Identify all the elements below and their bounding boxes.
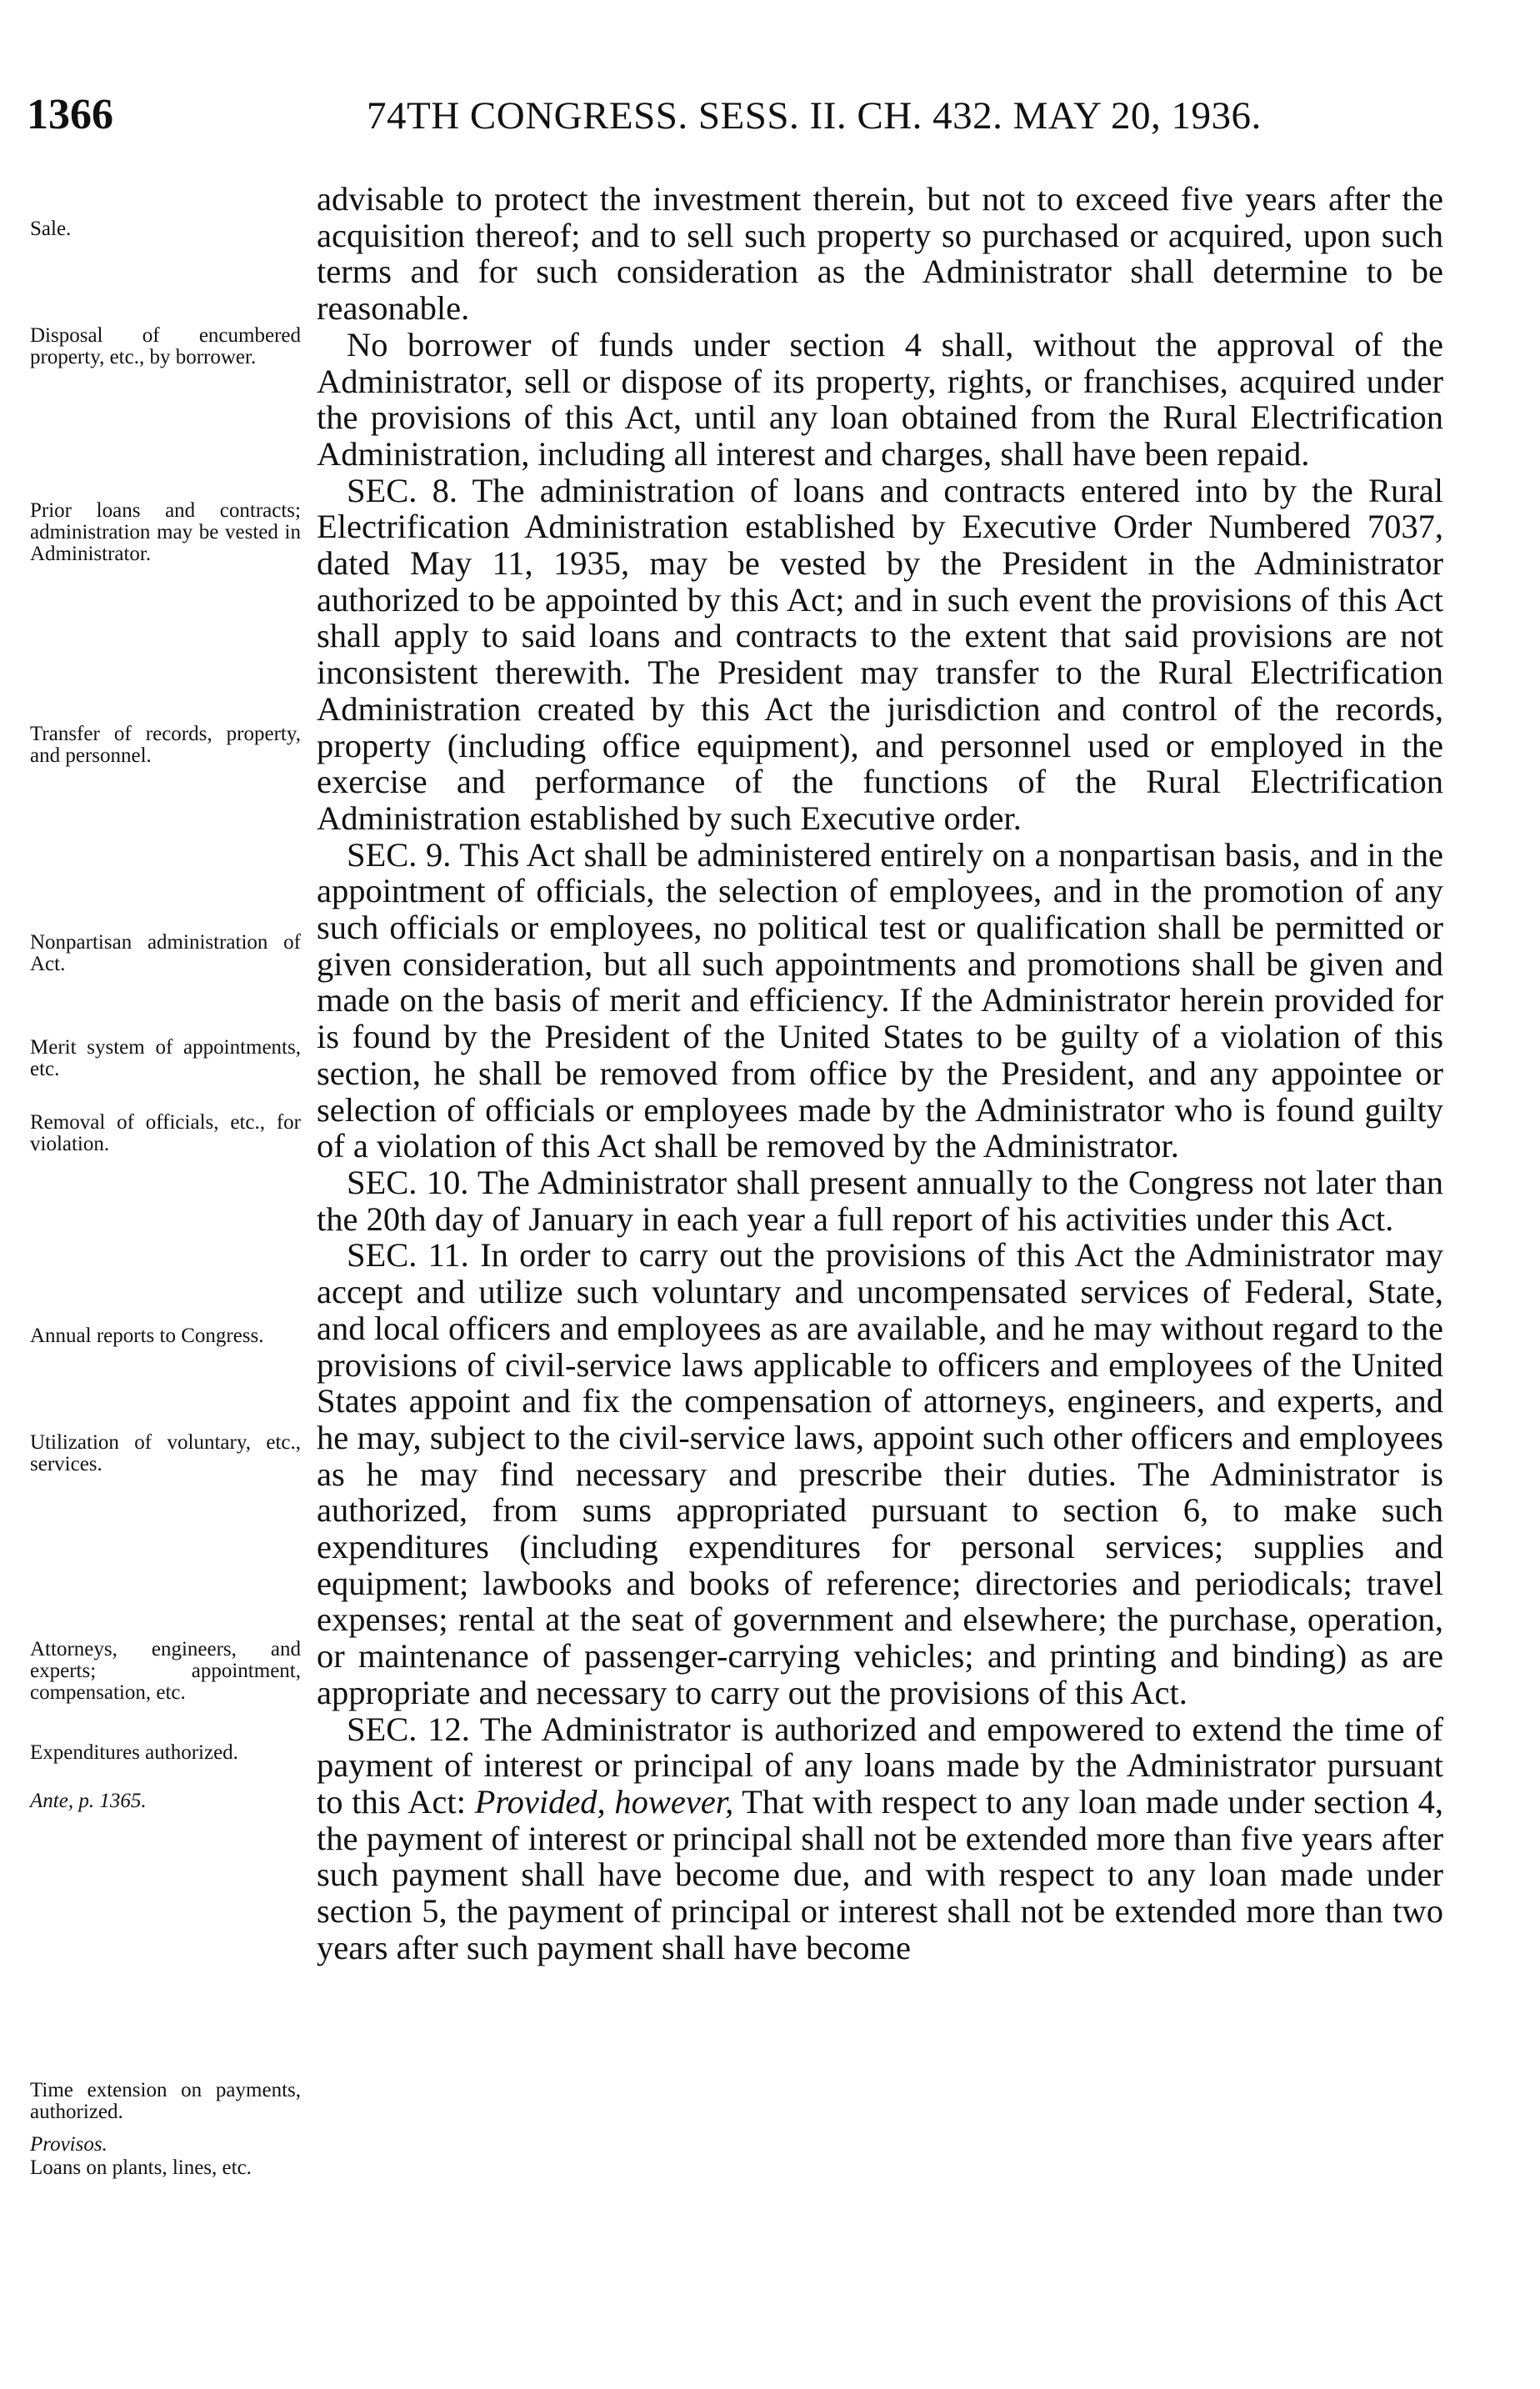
margin-note-provisos: Provisos. xyxy=(30,2133,108,2156)
margin-note-nonpartisan: Nonpartisan administration of Act. xyxy=(30,931,301,975)
margin-note-time-extension: Time extension on payments, authorized. xyxy=(30,2079,301,2123)
paragraph-sec-10: SEC. 10. The Administrator shall present annually to the Congress not later than the 20th day of January in each year a full report of his activities under this Act. xyxy=(317,1163,1443,1238)
page-number: 1366 xyxy=(27,91,113,138)
body-text xyxy=(317,181,1443,1966)
margin-note-loans-plants: Loans on plants, lines, etc. xyxy=(30,2156,252,2179)
margin-note-attorneys: Attorneys, engineers, and experts; appointment, compensation, etc. xyxy=(30,1638,301,1704)
sec-12-text-b: That with respect to any loan made under section 4, the payment of interest or principal shall not be extended more than five years after such payment shall have become due, and with respect to any loan made under section 5, the payment of principal or interest shall not be extended more than two years after such payment shall have become xyxy=(317,1782,1443,1966)
margin-note-transfer: Transfer of records, property, and personnel. xyxy=(30,723,301,767)
sec-12-text-a: SEC. 12. The Administrator is authorized and empowered to extend the time of payment of interest or principal of any loans made by the Administrator pursuant to this Act: xyxy=(317,1710,1443,1821)
margin-note-disposal: Disposal of encumbered property, etc., by borrower. xyxy=(30,324,301,368)
paragraph-sale-continued: advisable to protect the investment therein, but not to exceed five years after the acquisition thereof; and to sell such property so purchased or acquired, upon such terms and for such consideration as the Administrator shall determine to be reasonable. xyxy=(317,180,1443,328)
paragraph-sec-8: SEC. 8. The administration of loans and contracts entered into by the Rural Electrification Administration established by Executive Order Numbered 7037, dated May 11, 1935, may be vested by the President in the Administrator authorized to be appointed by this Act; and in such event the provisions of this Act shall apply to said loans and contracts to the extent that said provisions are not inconsistent therewith. The President may transfer to the Rural Electrification Administration created by this Act the jurisdiction and control of the records, property (including office equipment), and personnel used or employed in the exercise and performance of the functions of the Rural Electrification Administration established by such Executive order. xyxy=(317,471,1443,837)
paragraph-sec-9: SEC. 9. This Act shall be administered entirely on a nonpartisan basis, and in the appointment of officials, the selection of employees, and in the promotion of any such officials or employees, no political test or qualification shall be permitted or given consideration, but all such appointments and promotions shall be given and made on the basis of merit and efficiency. If the Administrator herein provided for is found by the President of the United States to be guilty of a violation of this section, he shall be removed from office by the President, and any appointee or selection of officials or employees made by the Administrator who is found guilty of a violation of this Act shall be removed by the Administrator. xyxy=(317,835,1443,1165)
margin-note-voluntary-services: Utilization of voluntary, etc., services. xyxy=(30,1431,301,1475)
margin-note-prior-loans: Prior loans and contracts; administration may be vested in Administrator. xyxy=(30,499,301,565)
margin-note-expenditures: Expenditures authorized. xyxy=(30,1741,238,1764)
margin-note-removal: Removal of officials, etc., for violation. xyxy=(30,1111,301,1155)
margin-note-sale: Sale. xyxy=(30,218,72,240)
running-head: 74TH CONGRESS. SESS. II. CH. 432. MAY 20, 1936. xyxy=(367,94,1262,138)
paragraph-sec-12 xyxy=(317,1711,1443,1966)
paragraph-sec-11: SEC. 11. In order to carry out the provisions of this Act the Administrator may accept and utilize such voluntary and uncompensated services of Federal, State, and local officers and employees as are available, and he may without regard to the provisions of civil-service laws applicable to officers and employees of the United States appoint and fix the compensation of attorneys, engineers, and experts, and he may, subject to the civil-service laws, appoint such other officers and employees as he may find necessary and prescribe their duties. The Administrator is authorized, from sums appropriated pursuant to section 6, to make such expenditures (including expenditures for personal services; supplies and equipment; lawbooks and books of reference; directories and periodicals; travel expenses; rental at the seat of government and elsewhere; the purchase, operation, or maintenance of passenger-carrying vehicles; and printing and binding) as are appropriate and necessary to carry out the provisions of this Act. xyxy=(317,1236,1443,1711)
paragraph-disposal: No borrower of funds under section 4 shall, without the approval of the Administrator, sell or dispose of its property, rights, or franchises, acquired under the provisions of this Act, until any loan obtained from the Rural Electrification Administration, including all interest and charges, shall have been repaid. xyxy=(317,325,1443,473)
margin-note-annual-reports: Annual reports to Congress. xyxy=(30,1325,264,1347)
margin-notes xyxy=(0,0,308,2389)
margin-note-ante: Ante, p. 1365. xyxy=(30,1790,147,1812)
proviso-phrase: Provided, however, xyxy=(474,1782,734,1821)
margin-note-merit-system: Merit system of appointments, etc. xyxy=(30,1036,301,1080)
